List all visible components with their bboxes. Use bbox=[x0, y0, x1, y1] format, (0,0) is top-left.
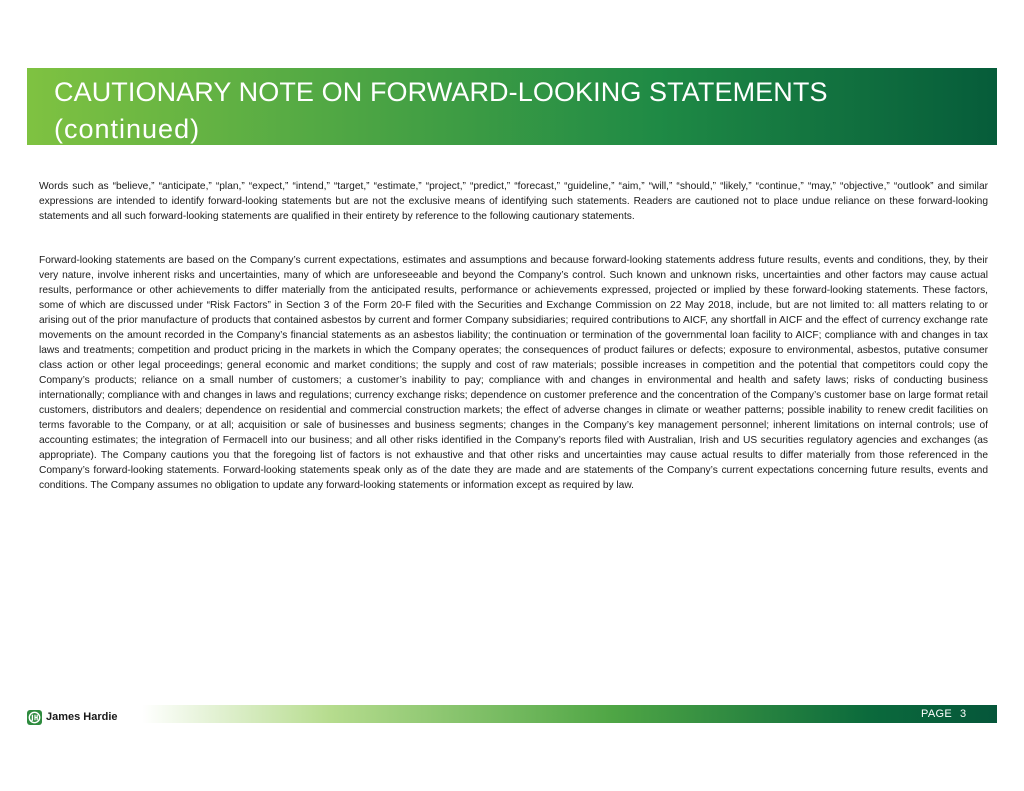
page-title-continued: (continued) bbox=[54, 114, 201, 144]
paragraph-2: Forward-looking statements are based on the Company’s current expectations, estimates and assumptions and because forward-looking statements address future results, events and conditions, they, by their very nature, involve inherent risks and uncertainties, many of which are unforeseeable and beyond the Company’s control. Such known and unknown risks, uncertainties and other factors may cause actual results, performance or other achievements to differ materially from the anticipated results, performance or achievements expressed, projected or implied by these forward-looking statements. These factors, some of which are discussed under “Risk Factors” in Section 3 of the Form 20-F filed with the Securities and Exchange Commission on 22 May 2018, include, but are not limited to: all matters relating to or arising out of the prior manufacture of products that contained asbestos by current and former Company subsidiaries; required contributions to AICF, any shortfall in AICF and the effect of currency exchange rate movements on the amount recorded in the Company’s financial statements as an asbestos liability; the continuation or termination of the governmental loan facility to AICF; compliance with and changes in tax laws and treatments; competition and product pricing in the markets in which the Company operates; the consequences of product failures or defects; exposure to environmental, asbestos, putative consumer class action or other legal proceedings; general economic and market conditions; the supply and cost of raw materials; possible increases in competition and the potential that competitors could copy the Company’s products; reliance on a small number of customers; a customer’s inability to pay; compliance with and changes in environmental and health and safety laws; risks of conducting business internationally; compliance with and changes in laws and regulations; currency exchange risks; dependence on customer preference and the concentration of the Company’s customer base on large format retail customers, distributors and dealers; dependence on residential and commercial construction markets; the effect of adverse changes in climate or weather patterns; possible inability to renew credit facilities on terms favorable to the Company, or at all; acquisition or sale of businesses and business segments; changes in the Company’s key management personnel; inherent limitations on internal controls; use of accounting estimates; the integration of Fermacell into our business; and all other risks identified in the Company’s reports filed with Australian, Irish and US securities regulatory agencies and exchanges (as appropriate). The Company cautions you that the foregoing list of factors is not exhaustive and that other risks and uncertainties may cause actual results to differ materially from those referenced in the Company’s forward-looking statements. Forward-looking statements speak only as of the date they are made and are statements of the Company’s current expectations concerning future results, events and conditions. The Company assumes no obligation to update any forward-looking statements or information except as required by law. bbox=[39, 255, 988, 491]
page-number: 3 bbox=[959, 708, 967, 720]
page-indicator bbox=[921, 705, 966, 723]
paragraph-1: Words such as “believe,” “anticipate,” “plan,” “expect,” “intend,” “target,” “estimate,” “project,” “predict,” “forecast,” “guideline,” “aim,” “will,” “should,” “likely,” “continue,” “may,” “objective,” “outlook” and similar expressions are intended to identify forward-looking statements but are not the exclusive means of identifying such statements. Readers are cautioned not to place undue reliance on these forward-looking statements and all such forward-looking statements are qualified in their entirety by reference to the following cautionary statements. bbox=[39, 181, 988, 222]
page-title: CAUTIONARY NOTE ON FORWARD-LOOKING STATEMENTS bbox=[54, 77, 828, 107]
footer-logo bbox=[27, 707, 118, 727]
logo-text: James Hardie bbox=[46, 711, 118, 723]
footer-bar bbox=[142, 705, 997, 723]
james-hardie-logo-icon bbox=[27, 710, 42, 725]
page-label: PAGE bbox=[921, 708, 952, 720]
